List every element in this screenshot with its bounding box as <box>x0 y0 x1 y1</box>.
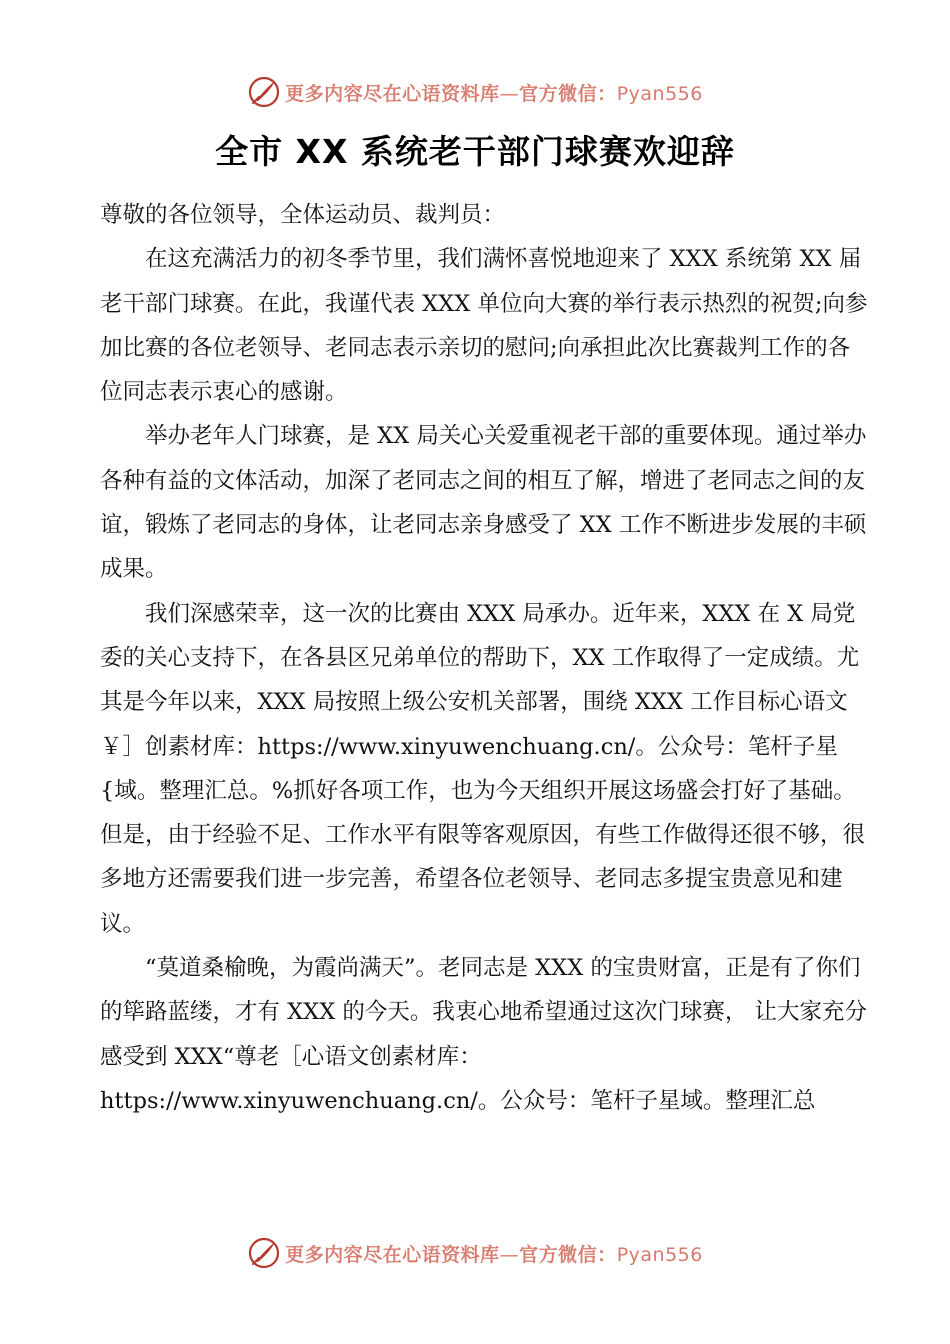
quill-pen-icon <box>247 75 281 109</box>
header-watermark <box>0 72 950 112</box>
watermark-wechat-label: 官方微信： <box>519 82 617 105</box>
document-body <box>100 193 870 1123</box>
paragraph: 在这充满活力的初冬季节里，我们满怀喜悦地迎来了 XXX 系统第 XX 届老干部门球赛。在此，我谨代表 XXX 单位向大赛的举行表示热烈的祝贺;向参加比赛的各位老领导、老同志表示亲切的慰问;向承担此次比赛裁判工作的各位同志表示衷心的感谢。 <box>100 246 868 406</box>
watermark-text <box>285 79 703 106</box>
footer-watermark <box>0 1233 950 1273</box>
quill-pen-icon <box>247 1236 281 1270</box>
watermark-site: 更多内容尽在心语资料库 <box>285 1243 500 1266</box>
paragraph: 举办老年人门球赛，是 XX 局关心关爱重视老干部的重要体现。通过举办各种有益的文体活动，加深了老同志之间的相互了解，增进了老同志之间的友谊，锻炼了老同志的身体，让老同志亲身感受了 XX 工作不断进步发展的丰硕成果。 <box>100 423 867 583</box>
watermark-separator: — <box>499 82 520 105</box>
watermark-wechat-label: 官方微信： <box>519 1243 617 1266</box>
watermark-wechat-id: Pyan556 <box>616 82 703 105</box>
document-title: 全市 XX 系统老干部门球赛欢迎辞 <box>215 132 735 171</box>
watermark-site: 更多内容尽在心语资料库 <box>285 82 500 105</box>
salutation: 尊敬的各位领导，全体运动员、裁判员： <box>100 202 506 228</box>
watermark-text <box>285 1240 703 1267</box>
paragraph: “莫道桑榆晚，为霞尚满天”。老同志是 XXX 的宝贵财富，正是有了你们的筚路蓝缕，才有 XXX 的今天。我衷心地希望通过这次门球赛， 让大家充分感受到 XXX“尊老［心语文创素材库：https://www.xinyuwenchuang.cn/。公众号：笔杆子星域。整理汇总 <box>100 955 868 1114</box>
paragraph: 我们深感荣幸，这一次的比赛由 XXX 局承办。近年来，XXX 在 X 局党委的关心支持下，在各县区兄弟单位的帮助下，XX 工作取得了一定成绩。尤其是今年以来，XXX 局按照上级公安机关部署，围绕 XXX 工作目标心语文￥］创素材库：https://www.xinyuwenchuang.cn/。公众号：笔杆子星{域。整理汇总。%抓好各项工作，也为今天组织开展这场盛会打好了基础。但是，由于经验不足、工作水平有限等客观原因，有些工作做得还很不够，很多地方还需要我们进一步完善，希望各位老领导、老同志多提宝贵意见和建议。 <box>100 600 866 937</box>
watermark-wechat-id: Pyan556 <box>616 1243 703 1266</box>
watermark-separator: — <box>499 1243 520 1266</box>
